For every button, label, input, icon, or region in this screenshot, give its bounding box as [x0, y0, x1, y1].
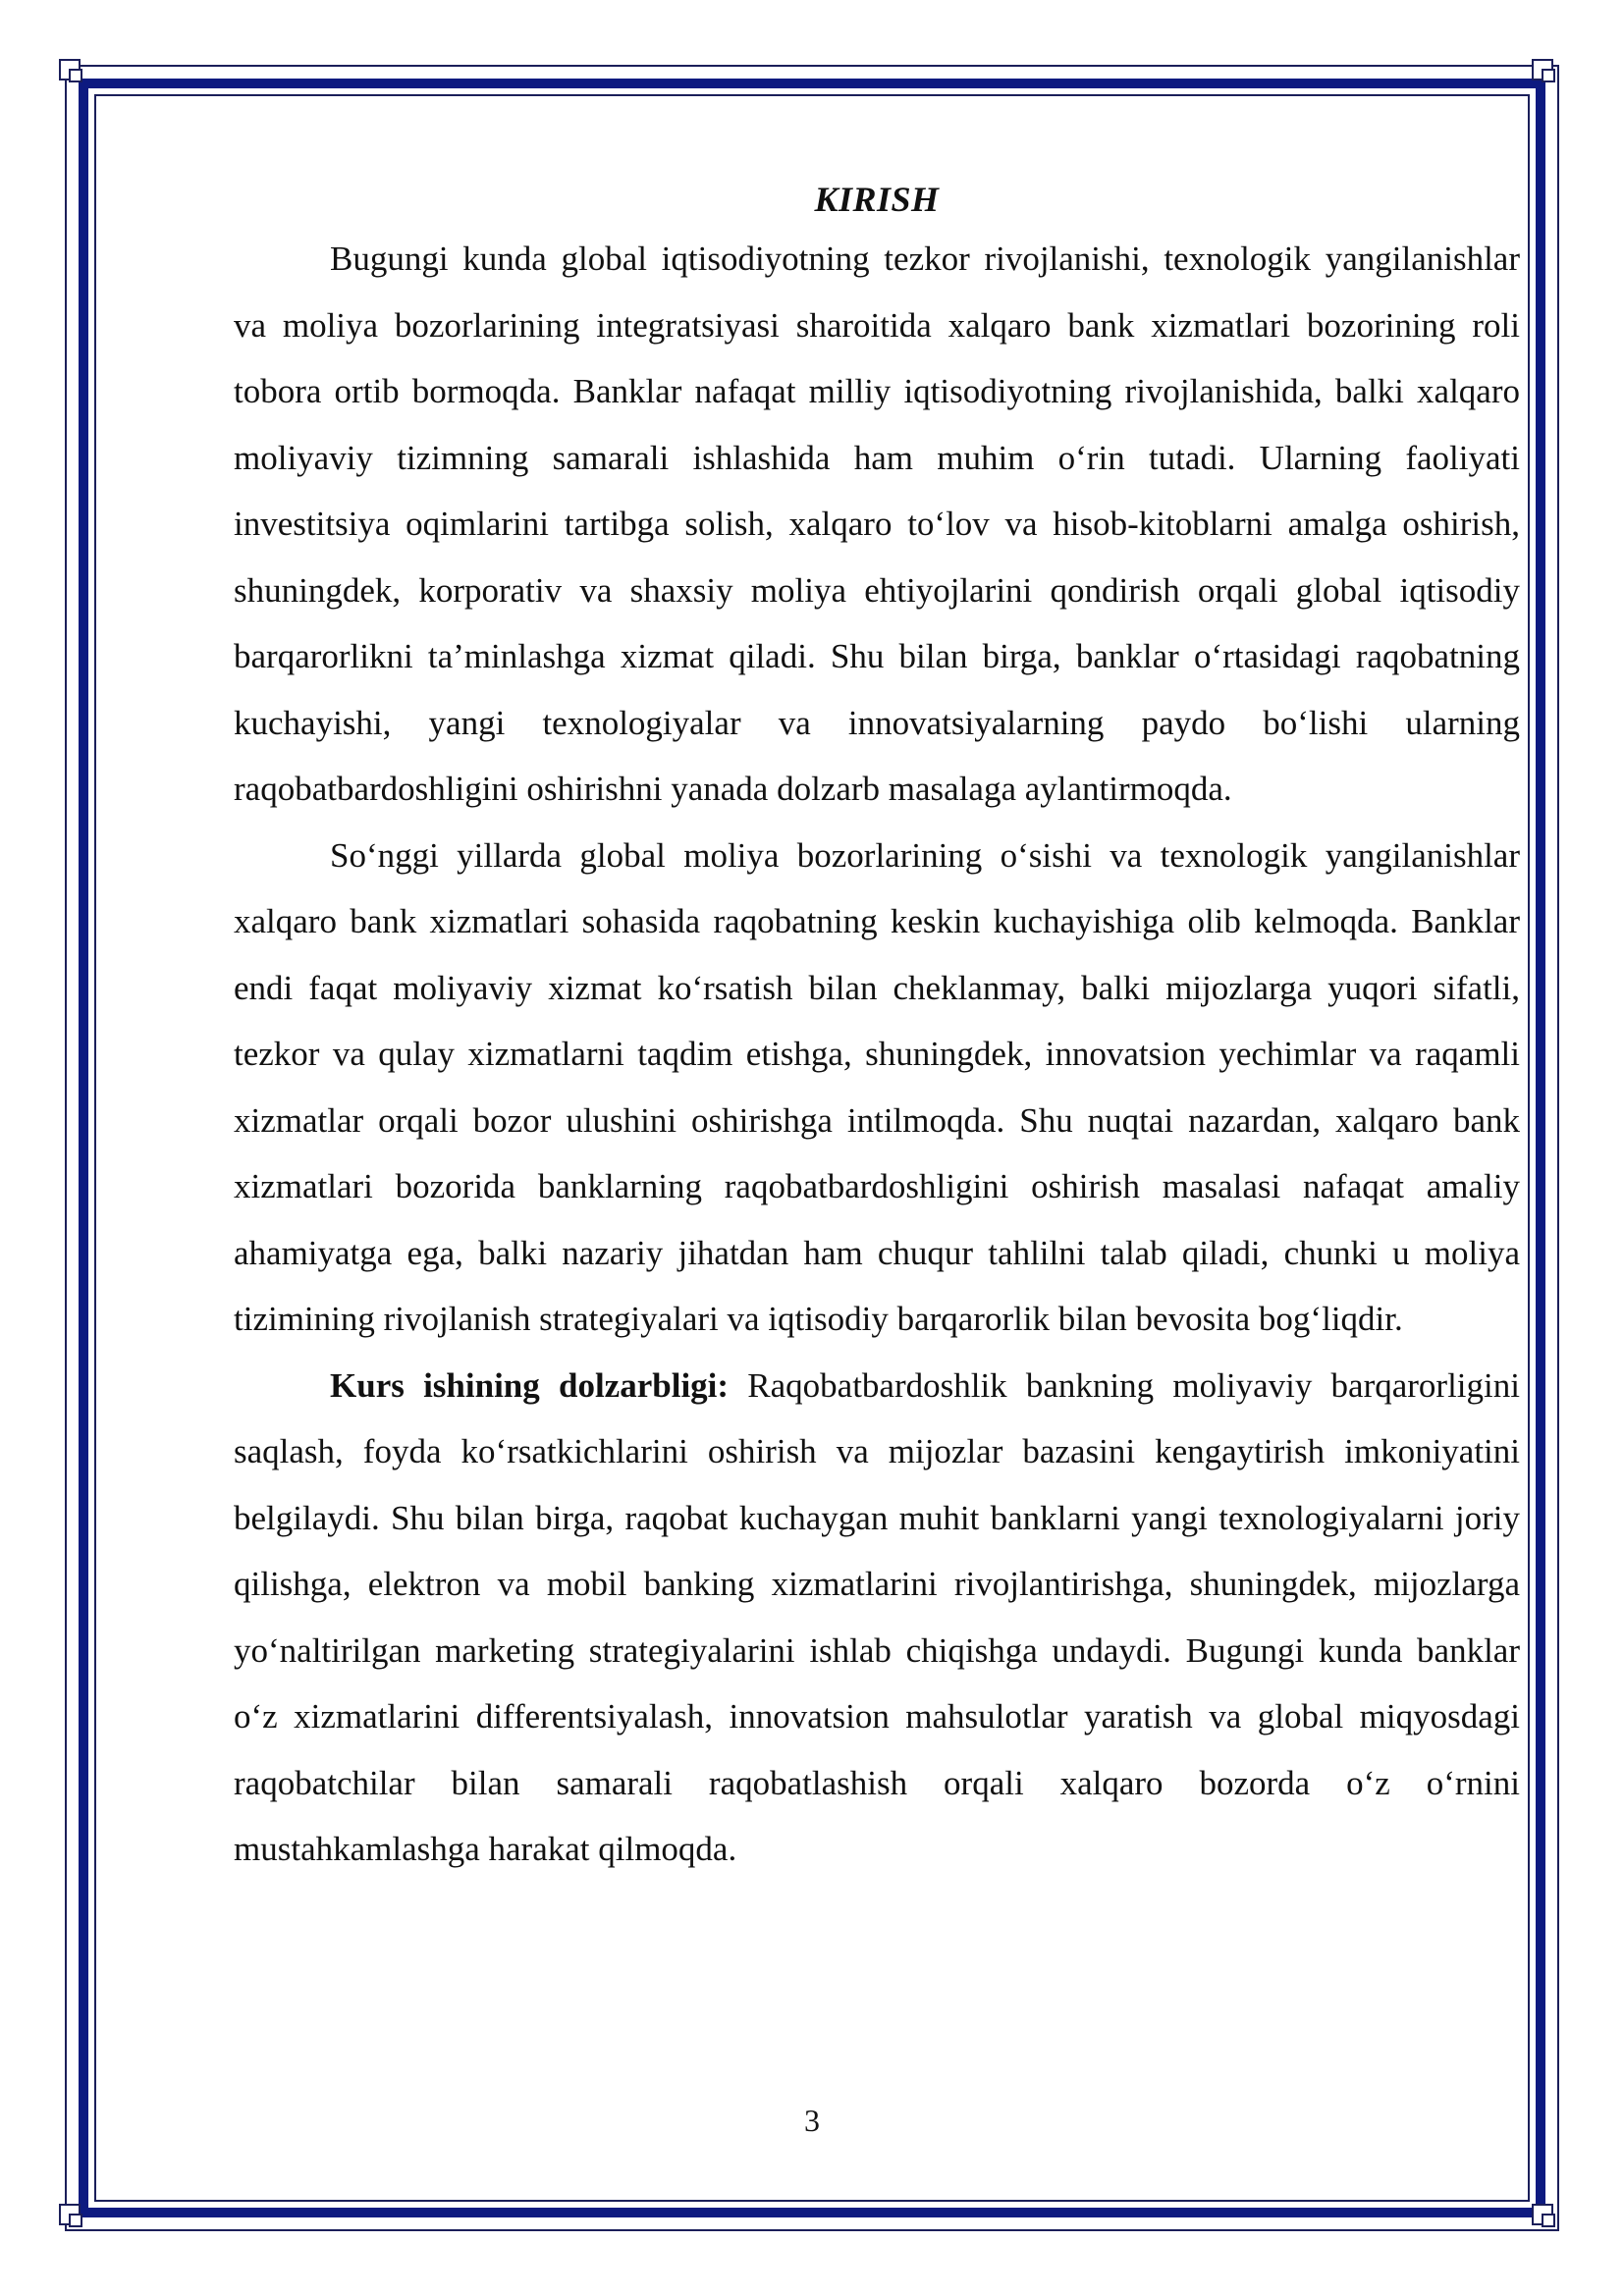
paragraph-lead: Kurs ishining dolzarbligi: [330, 1365, 730, 1405]
border-corner-ornament [1532, 59, 1565, 92]
document-body [234, 173, 1520, 1883]
section-heading: KIRISH [814, 180, 940, 219]
paragraph [234, 1353, 1520, 1883]
paragraph-text: Bugungi kunda global iqtisodiyotning tezkor rivojlanishi, texnologik yangilanishlar va moliya bozorlarining integratsiyasi sharoitida xalqaro bank xizmatlari bozorining roli tobora ortib bormoqda. Banklar nafaqat milliy iqtisodiyotning rivojlanishida, balki xalqaro moliyaviy tizimning samarali ishlashida ham muhim o‘rin tutadi. Ularning faoliyati investitsiya oqimlarini tartibga solish, xalqaro to‘lov va hisob-kitoblarni amalga oshirish, shuningdek, korporativ va shaxsiy moliya ehtiyojlarini qondirish orqali global iqtisodiy barqarorlikni ta’minlashga xizmat qiladi. Shu bilan birga, banklar o‘rtasidagi raqobatning kuchayishi, yangi texnologiyalar va innovatsiyalarning paydo bo‘lishi ularning raqobatbardoshligini oshirishni yanada dolzarb masalaga aylantirmoqda. [234, 240, 1520, 808]
border-corner-ornament [59, 59, 92, 92]
paragraph [234, 226, 1520, 823]
paragraph-text: Raqobatbardoshlik bankning moliyaviy barqarorligini saqlash, foyda ko‘rsatkichlarini oshirish va mijozlar bazasini kengaytirish imkoniyatini belgilaydi. Shu bilan birga, raqobat kuchaygan muhit banklarni yangi texnologiyalarni joriy qilishga, elektron va mobil banking xizmatlarini rivojlantirishga, shuningdek, mijozlarga yo‘naltirilgan marketing strategiyalarini ishlab chiqishga undaydi. Bugungi kunda banklar o‘z xizmatlarini differentsiyalash, innovatsion mahsulotlar yaratish va global miqyosdagi raqobatchilar bilan samarali raqobatlashish orqali xalqaro bozorda o‘z o‘rnini mustahkamlashga harakat qilmoqda. [234, 1365, 1520, 1868]
paragraph-text: So‘nggi yillarda global moliya bozorlarining o‘sishi va texnologik yangilanishlar xalqaro bank xizmatlari sohasida raqobatning keskin kuchayishiga olib kelmoqda. Banklar endi faqat moliyaviy xizmat ko‘rsatish bilan cheklanmay, balki mijozlarga yuqori sifatli, tezkor va qulay xizmatlarni taqdim etishga, shuningdek, innovatsion yechimlar va raqamli xizmatlar orqali bozor ulushini oshirishga intilmoqda. Shu nuqtai nazardan, xalqaro bank xizmatlari bozorida banklarning raqobatbardoshligini oshirish masalasi nafaqat amaliy ahamiyatga ega, balki nazariy jihatdan ham chuqur tahlilni talab qiladi, chunki u moliya tizimining rivojlanish strategiyalari va iqtisodiy barqarorlik bilan bevosita bog‘liqdir. [234, 835, 1520, 1338]
paragraph [234, 823, 1520, 1353]
border-corner-ornament [59, 2204, 92, 2237]
page-number: 3 [804, 2103, 820, 2138]
border-corner-ornament [1532, 2204, 1565, 2237]
